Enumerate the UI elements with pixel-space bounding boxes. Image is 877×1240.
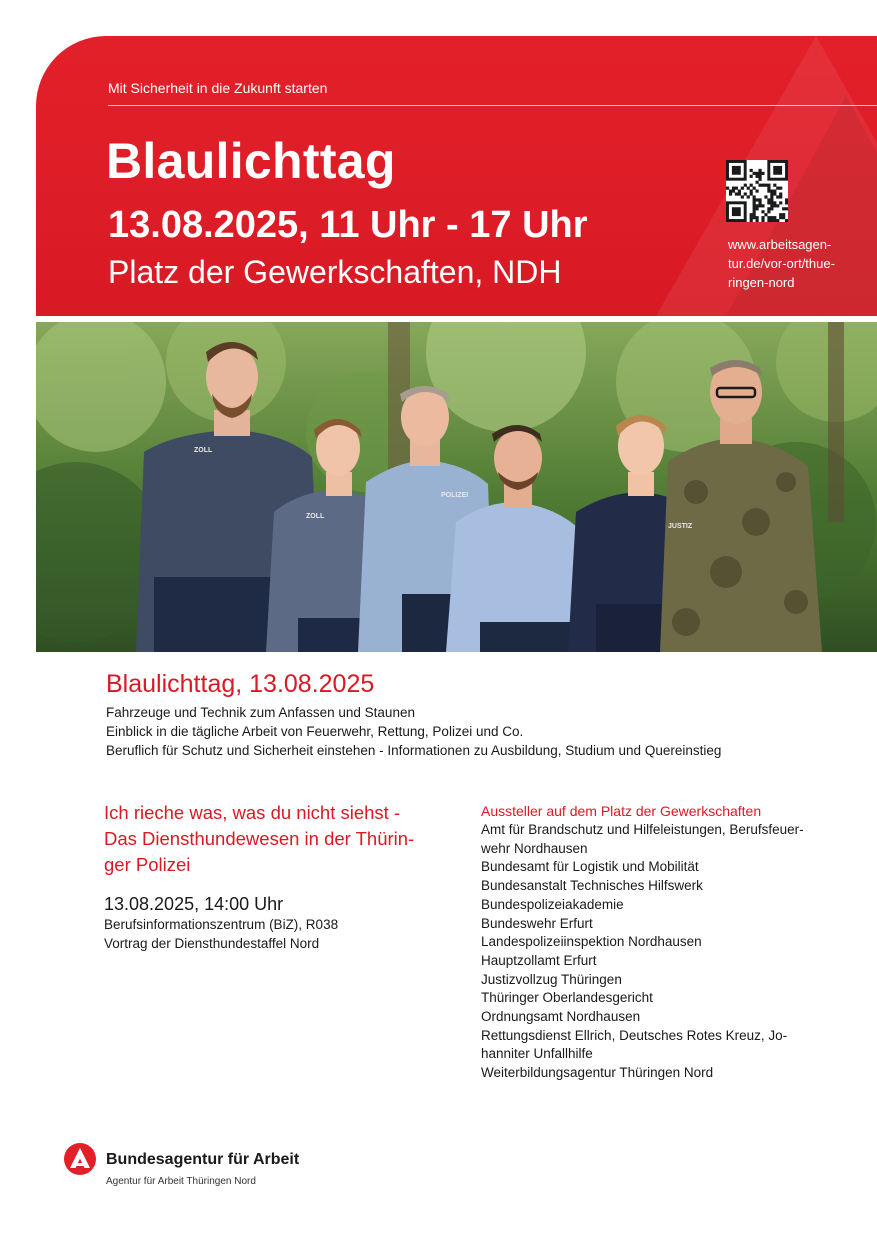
list-item: Bundesanstalt Technisches Hilfswerk (481, 878, 703, 894)
badge-label: POLIZEI (441, 492, 469, 499)
agency-logo-icon (64, 1143, 96, 1175)
tagline: Mit Sicherheit in die Zukunft starten (108, 80, 328, 96)
badge-label: JUSTIZ (668, 523, 693, 530)
intro-line: Beruflich für Schutz und Sicherheit einstehen - Informationen zu Ausbildung, Studium und Quereinstieg (106, 743, 722, 758)
talk-title: Ich rieche was, was du nicht siehst - Das Diensthundewesen in der Thürin- ger Polizei (104, 802, 415, 875)
intro-line: Fahrzeuge und Technik zum Anfassen und Staunen (106, 705, 415, 720)
badge-label: ZOLL (306, 513, 325, 520)
intro-heading: Blaulichttag, 13.08.2025 (106, 670, 375, 698)
list-item: Rettungsdienst Ellrich, Deutsches Rotes Kreuz, Jo- hanniter Unfallhilfe (481, 1027, 788, 1062)
exhibitors-section (481, 803, 841, 1083)
event-venue: Platz der Gewerkschaften, NDH (108, 254, 562, 290)
list-item: Bundesamt für Logistik und Mobilität (481, 859, 699, 875)
intro-section (106, 670, 846, 760)
talk-date: 13.08.2025, 14:00 Uhr (104, 894, 284, 914)
agency-name: Bundesagentur für Arbeit (106, 1151, 300, 1168)
exhibitors-list (481, 821, 841, 1083)
agency-subtitle: Agentur für Arbeit Thüringen Nord (106, 1176, 256, 1187)
intro-line: Einblick in die tägliche Arbeit von Feuerwehr, Rettung, Polizei und Co. (106, 724, 524, 739)
event-datetime: 13.08.2025, 11 Uhr - 17 Uhr (108, 204, 588, 246)
group-photo (36, 322, 877, 652)
list-item: Bundeswehr Erfurt (481, 915, 593, 931)
list-item: Thüringer Oberlandesgericht (481, 990, 653, 1006)
list-item: Landespolizeiinspektion Nordhausen (481, 934, 702, 950)
list-item: Amt für Brandschutz und Hilfeleistungen, Berufsfeuer- wehr Nordhausen (481, 822, 804, 856)
page-title: Blaulichttag (106, 133, 396, 189)
header-banner (36, 36, 877, 316)
list-item: Bundespolizeiakademie (481, 896, 624, 912)
qr-code-icon[interactable] (726, 160, 788, 222)
header-divider (108, 105, 877, 106)
talk-section (104, 800, 444, 953)
list-item: Weiterbildungsagentur Thüringen Nord (481, 1065, 714, 1081)
list-item: Hauptzollamt Erfurt (481, 952, 597, 968)
badge-label: ZOLL (194, 447, 213, 454)
exhibitors-heading: Aussteller auf dem Platz der Gewerkschaften (481, 803, 762, 819)
website-url[interactable]: www.arbeitsagen- tur.de/vor-ort/thue- ringen-nord (728, 237, 835, 290)
talk-location: Berufsinformationszentrum (BiZ), R038 (104, 917, 339, 932)
list-item: Justizvollzug Thüringen (481, 971, 622, 987)
talk-description: Vortrag der Diensthundestaffel Nord (104, 936, 320, 951)
list-item: Ordnungsamt Nordhausen (481, 1009, 641, 1025)
